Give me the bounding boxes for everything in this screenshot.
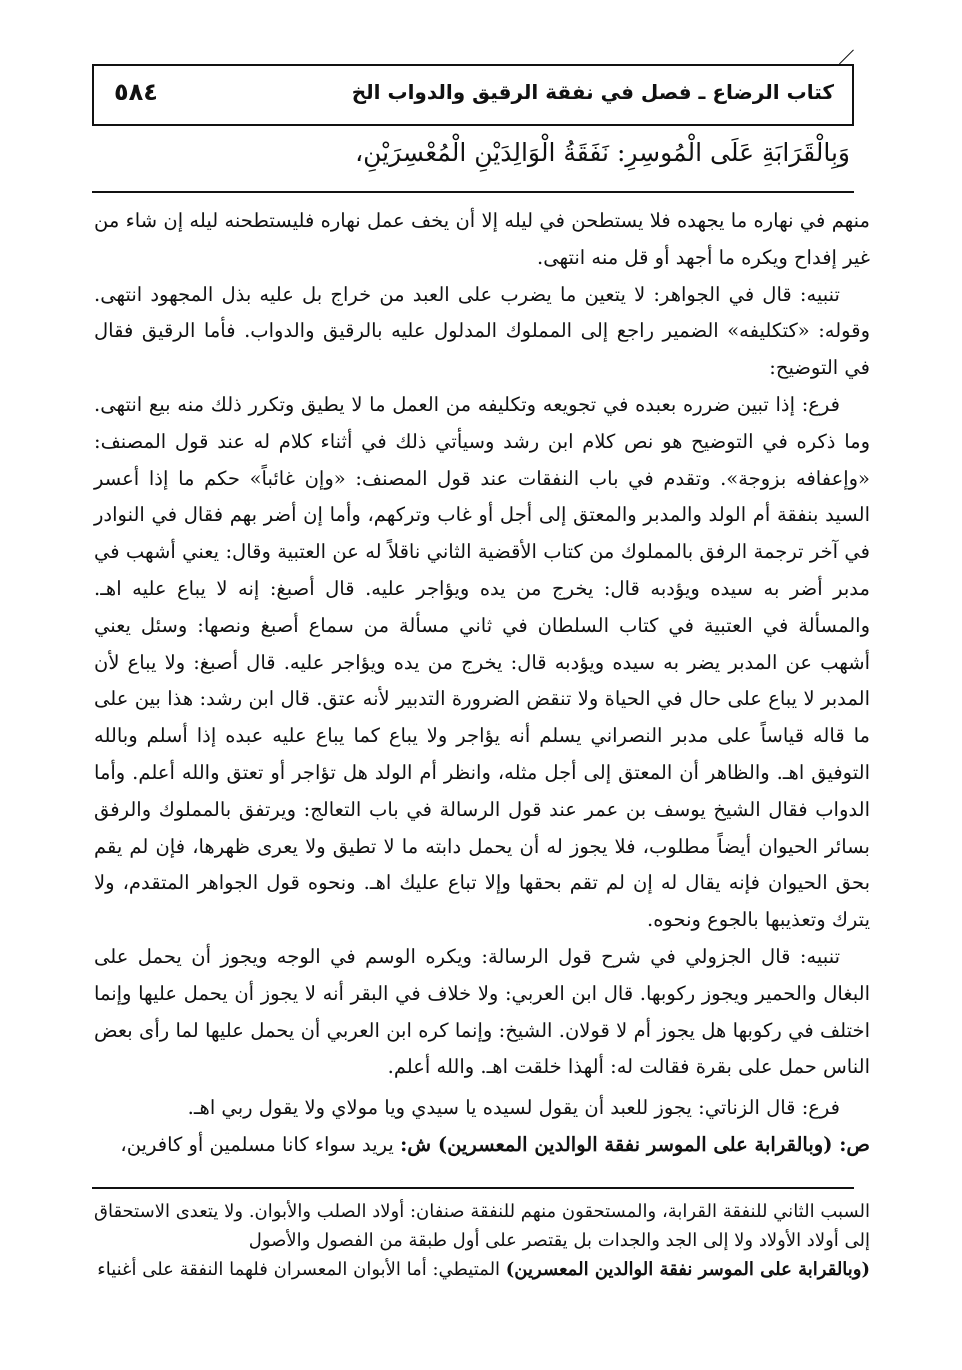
paragraph-text: فرع: قال الزناتي: يجوز للعبد أن يقول لسيده يا سيدي ويا مولاي ولا يقول ربي اهـ. [187,1096,840,1120]
paragraph [94,387,870,939]
footnote-line [94,1255,870,1284]
paragraph [94,1090,870,1127]
footnote-quote: (وبالقرابة على الموسر نفقة الوالدين المعسرين) [505,1259,870,1280]
paragraph [94,1127,870,1164]
paragraph-text: تنبيه: قال في الجواهر: لا يتعين ما يضرب على العبد من خراج بل عليه بذل المجهود انتهى. وقوله: «كتكليفه» الضمير راجع إلى المملوك المدلول عليه بالرقيق والدواب. فأما الرقيق فقال في التوضيح: [94,282,870,380]
page-number: ٥٨٤ [114,78,158,106]
footnote-divider [92,1187,854,1189]
matn-text: وَبِالْقَرَابَةِ عَلَى الْمُوسِرِ: نَفَقَةُ الْوَالِدَيْنِ الْمُعْسِرَيْنِ، [355,138,850,167]
running-header [92,64,854,126]
chapter-title: كتاب الرضاع ـ فصل في نفقة الرقيق والدواب الخ [351,80,834,104]
paragraph [94,277,870,387]
paragraph-text: تنبيه: قال الجزولي في شرح قول الرسالة: ويكره الوسم في الوجه ويجوز أن يحمل على البغال والحمير ويجوز ركوبها. قال ابن العربي: ولا خلاف في البقر أنه لا يجوز أن يحمل عليها وإنما اختلف في ركوبها هل يجوز أم لا قولان. الشيخ: وإنما كره ابن العربي أن يحمل عليها لما رأى بعض الناس حمل على بقرة فقالت له: ألهذا خلقت اهـ. والله أعلم. [94,944,870,1079]
matn-quote: ص: (وبالقرابة على الموسر نفقة الوالدين المعسرين) ش: [400,1132,870,1156]
paragraph-text: فرع: إذا تبين ضرره بعبده في تجويعه وتكليفه من العمل ما لا يطيق وتكرر ذلك منه بيع انتهى. وما ذكره في التوضيح هو نص كلام ابن رشد وسيأتي ذلك في أثناء كلام له عند قول المصنف: «وإعفافه بزوجة». وتقدم في باب النفقات عند قول المصنف: «وإن غائباً» حكم ما إذا أعسر السيد بنفقة أم الولد والمدبر والمعتق إلى أجل أو غاب وتركهم، وأما إن أضر بهم فقال في النوادر في آخر ترجمة الرفق بالمملوك من كتاب الأقضية الثاني ناقلاً له عن العتبية وقال: يعني أشهب في مدبر أضر به سيده ويؤدبه قال: يخرج من يده ويؤاجر عليه. قال أصبغ: إنه لا يباع عليه اهـ. والمسألة في العتبية في كتاب السلطان في ثاني مسألة من سماع أصبغ ونصها: وسئل يعني أشهب عن المدبر يضر به سيده ويؤدبه قال: يخرج من يده ويؤاجر عليه. قال أصبغ: ولا يباع لأن المدبر لا يباع على حال في الحياة ولا تنقض الضرورة التدبير لأنه عتق. قال ابن رشد: هذا بين على ما قاله قياساً على مدبر النصراني يسلم أنه يؤاجر ولا يباع كما يباع عليه عبده إذا أسلم وبالله التوفيق اهـ. والظاهر أن المعتق إلى أجل مثله، وانظر أم الولد هل تؤاجر أو تعتق والله أعلم. وأما الدواب فقال الشيخ يوسف بن عمر عند قول الرسالة في باب التعالج: ويرتفق بالمملوك والرفق بسائر الحيوان أيضاً مطلوب، فلا يجوز له أن يحمل دابته ما لا تطيق ولا يعرى ظهرها، فإن لم يقم بحق الحيوان فإنه يقال له إن لم تقم بحقها وإلا تباع عليك اهـ. ونحوه قول الجواهر المتقدم، ولا يترك وتعذيبها بالجوع ونحوه. [94,392,870,932]
footnote-text: المتيطي: أما الأبوان المعسران فلهما النفقة على أغنياء [97,1259,506,1280]
footnote [94,1197,870,1284]
paragraph [94,939,870,1086]
commentary-body [94,203,870,1164]
paragraph: منهم في نهاره ما يجهده فلا يستطحن في ليله إلا أن يخف عمل نهاره فليستطحنه ليله إن شاء من غير إفداح ويكره ما أجهد أو قل منه انتهى. [94,209,870,269]
footnote-line: السبب الثاني للنفقة القرابة، والمستحقون منهم للنفقة صنفان: أولاد الصلب والأبوان. ولا يتعدى الاستحقاق إلى أولاد الأولاد ولا إلى الجد والجدات بل يقتصر على أول طبقة من الفصول والأصول [94,1201,870,1251]
paragraph-text: يريد سواء كانا مسلمين أو كافرين، [120,1132,401,1156]
top-divider [92,191,854,193]
